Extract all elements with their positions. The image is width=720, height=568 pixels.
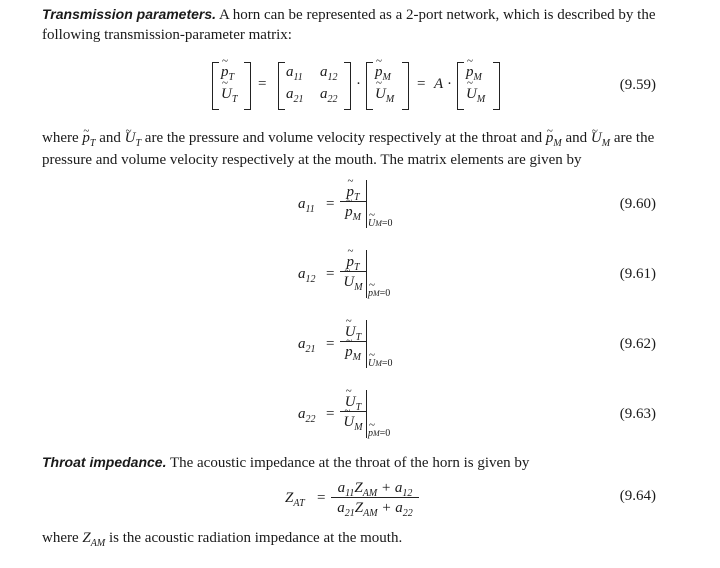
closing-paragraph: where $Z_{AM}$ is the acoustic radiation impedance at the mouth. xyxy=(42,530,403,549)
equation-number: (9.63) xyxy=(619,406,656,422)
matrix-element-equation: $a_{12}$ = ~ $p_T$ ~ $U_M$ ~ pM=0 xyxy=(298,254,418,310)
equation-number: (9.62) xyxy=(619,336,656,352)
section-heading-throat: Throat impedance. xyxy=(42,454,167,470)
equation-number: (9.61) xyxy=(619,266,656,282)
equation-number-9-59: (9.59) xyxy=(619,77,656,93)
matrix-element-equation: $a_{21}$ = ~ $U_T$ ~ $p_M$ ~ UM=0 xyxy=(298,324,418,380)
throat-impedance-paragraph xyxy=(42,452,656,473)
equation-number-9-64: (9.64) xyxy=(619,488,656,504)
throat-impedance-text: The acoustic impedance at the throat of the horn is given by xyxy=(169,455,530,471)
equation-9-59: ~ $p_T$ ~ $U_T$ = $a_{11}$ $a_{12}$ $a_{21}$ $a_{22}$ · ~ $p_M$ ~ $U_M$ = A · ~ $p_M$ ~ $U_M$ xyxy=(212,62,512,110)
equation-9-64: $Z_{AT}$ = $a_{11}Z_{AM} + a_{12}$ $a_{21}Z_{AM} + a_{22}$ xyxy=(285,480,445,524)
matrix-element-equation: $a_{11}$ = ~ $p_T$ ~ $p_M$ ~ UM=0 xyxy=(298,184,418,240)
section-heading-transmission: Transmission parameters. xyxy=(42,6,217,22)
equation-number: (9.60) xyxy=(619,196,656,212)
definitions-paragraph: where ~ $p_T$ and ~ $U_T$ are the pressure and volume velocity respectively at the throat and ~ $p_M$ and ~ $U_M$ are the pressure and volume velocity respectively at the mouth. The matrix elements are given by xyxy=(42,128,656,170)
intro-text-line2: following transmission-parameter matrix: xyxy=(42,27,292,43)
intro-paragraph xyxy=(42,4,656,45)
matrix-element-equation: $a_{22}$ = ~ $U_T$ ~ $U_M$ ~ pM=0 xyxy=(298,394,418,450)
intro-text-line1: A horn can be represented as a 2-port network, which is described by the xyxy=(218,7,656,23)
